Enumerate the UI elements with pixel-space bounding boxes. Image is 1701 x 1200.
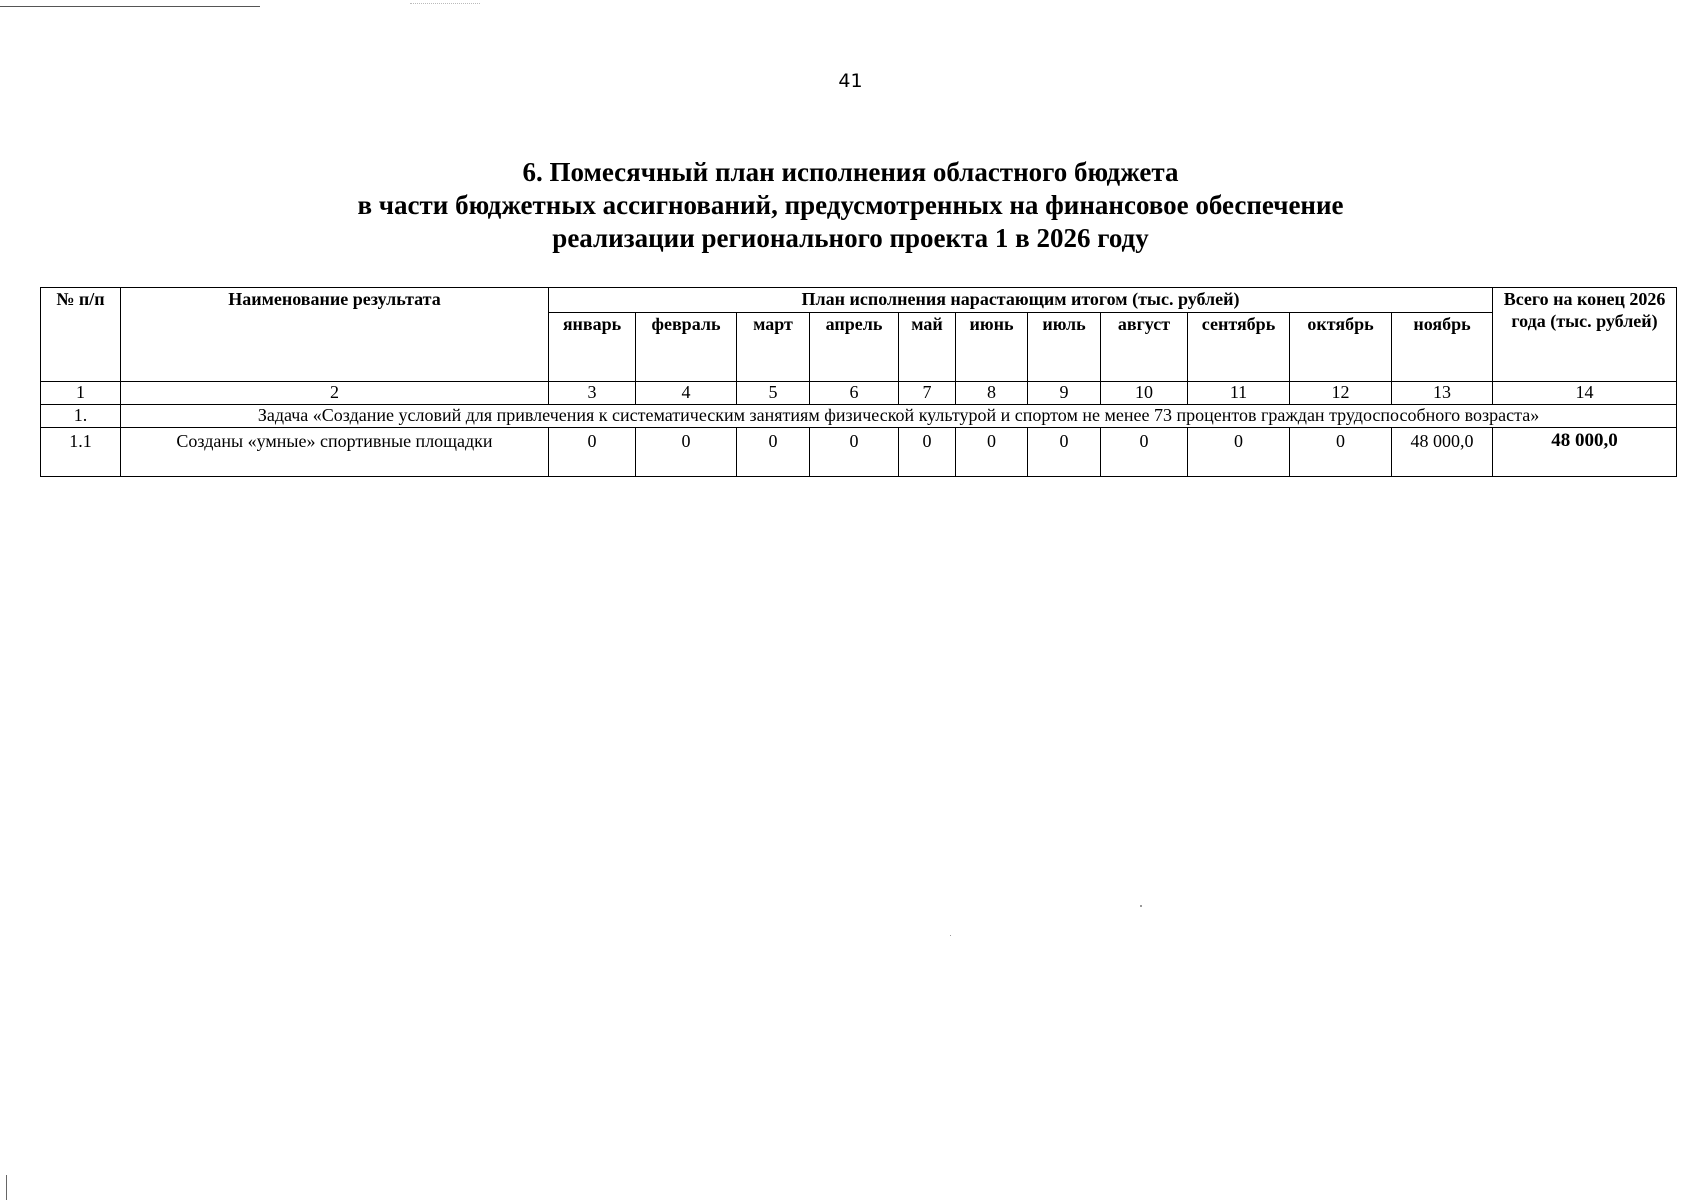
column-number: 5 [737,382,810,405]
document-title [0,156,1701,255]
title-line-1: 6. Помесячный план исполнения областного бюджета [522,157,1179,187]
scan-speck [1140,905,1142,907]
header-plan-group: План исполнения нарастающим итогом (тыс. рублей) [549,288,1493,313]
row-name: Созданы «умные» спортивные площадки [121,428,549,477]
column-number: 1 [41,382,121,405]
column-number: 3 [549,382,636,405]
row-value: 0 [1188,428,1290,477]
row-value: 0 [956,428,1028,477]
scan-artifact-line [0,6,260,7]
header-month: январь [549,313,636,382]
column-number: 7 [899,382,956,405]
header-month: март [737,313,810,382]
table-row [41,428,1677,477]
header-total: Всего на конец 2026 года (тыс. рублей) [1493,288,1677,382]
scan-artifact-edge [6,1175,7,1200]
row-value: 0 [737,428,810,477]
row-value: 0 [1290,428,1392,477]
page-number: 41 [838,70,863,92]
column-number: 14 [1493,382,1677,405]
header-row-1 [41,288,1677,313]
task-text: Задача «Создание условий для привлечения к систематическим занятиям физической культурой и спортом не менее 73 процентов граждан трудоспособного возраста» [121,405,1677,428]
column-number: 4 [636,382,737,405]
title-line-3: реализации регионального проекта 1 в 2026 году [552,223,1149,253]
header-num: № п/п [41,288,121,382]
header-name: Наименование результата [121,288,549,382]
column-number: 11 [1188,382,1290,405]
header-month: июнь [956,313,1028,382]
title-line-2: в части бюджетных ассигнований, предусмотренных на финансовое обеспечение [357,190,1344,220]
row-num: 1.1 [41,428,121,477]
column-number: 9 [1028,382,1101,405]
row-value: 0 [899,428,956,477]
column-number: 6 [810,382,899,405]
column-number: 2 [121,382,549,405]
row-value: 0 [810,428,899,477]
row-value: 0 [1101,428,1188,477]
header-month: апрель [810,313,899,382]
header-month: ноябрь [1392,313,1493,382]
task-num: 1. [41,405,121,428]
row-value: 0 [1028,428,1101,477]
header-month: октябрь [1290,313,1392,382]
column-number: 8 [956,382,1028,405]
row-value: 0 [549,428,636,477]
column-number: 13 [1392,382,1493,405]
header-month: февраль [636,313,737,382]
task-row [41,405,1677,428]
column-number: 10 [1101,382,1188,405]
scan-speck [950,935,951,936]
budget-plan-table [40,287,1677,477]
row-value: 48 000,0 [1392,428,1493,477]
column-number-row [41,382,1677,405]
row-total: 48 000,0 [1493,428,1677,477]
header-month: июль [1028,313,1101,382]
header-month: август [1101,313,1188,382]
column-number: 12 [1290,382,1392,405]
header-month: май [899,313,956,382]
header-month: сентябрь [1188,313,1290,382]
scan-artifact-dots [410,3,480,5]
row-value: 0 [636,428,737,477]
